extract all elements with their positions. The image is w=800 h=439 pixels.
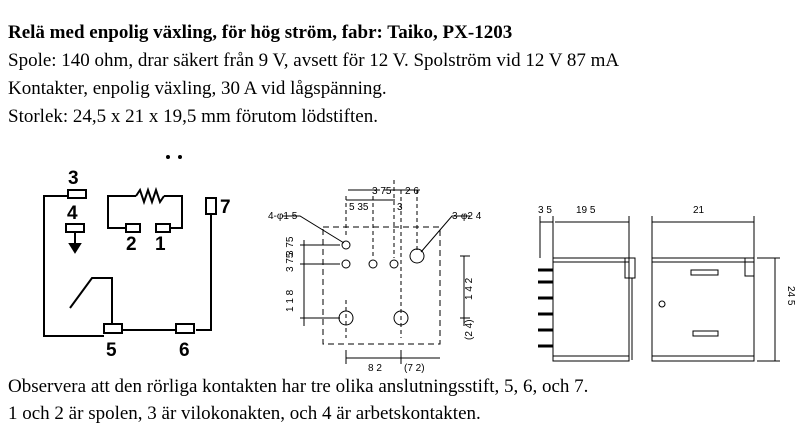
pin-6-label: 6: [179, 340, 190, 361]
pin-5-label: 5: [106, 340, 117, 361]
dim-label: 8 2: [368, 363, 382, 374]
dim-label: (7 2): [404, 363, 425, 374]
dim-label: 3 5: [538, 205, 552, 216]
dim-label: 1 4 2: [464, 277, 475, 300]
dim-label: 21: [693, 205, 705, 216]
note-pin-roles: 1 och 2 är spolen, 3 är vilokonakten, och 4 är arbetskontakten.: [8, 403, 481, 424]
schematic-pin-labels: [67, 168, 231, 361]
pin-3-label: 3: [68, 168, 79, 189]
dim-label: 4-φ1 5: [268, 211, 298, 222]
dim-label: 3: [397, 202, 403, 213]
dim-label: 1 1 8: [285, 289, 296, 312]
pin-7-label: 7: [220, 197, 231, 218]
bottom-view-drawing: [282, 180, 470, 364]
dim-label: 24 5: [785, 286, 796, 306]
dim-label: 19 5: [576, 205, 596, 216]
page-title: Relä med enpolig växling, för hög ström, fabr: Taiko, PX-1203: [8, 22, 513, 43]
side-views-dimensions: [538, 205, 796, 306]
spec-contacts: Kontakter, enpolig växling, 30 A vid lågspänning.: [8, 78, 387, 99]
pin-1-label: 1: [155, 234, 166, 255]
dim-label: 3 75: [372, 186, 392, 197]
pin-4-label: 4: [67, 203, 78, 224]
bottom-view-dimensions: [268, 186, 482, 374]
spec-size: Storlek: 24,5 x 21 x 19,5 mm förutom lödstiften.: [8, 106, 378, 127]
pin-2-label: 2: [126, 234, 137, 255]
dim-label: 3 75: [285, 236, 296, 256]
dim-label: 3 75: [285, 252, 296, 272]
dim-label: (2 4): [464, 319, 475, 340]
side-views-drawing: [538, 216, 780, 361]
spec-coil: Spole: 140 ohm, drar säkert från 9 V, avsett för 12 V. Spolström vid 12 V 87 mA: [8, 50, 620, 71]
dim-label: 5 35: [349, 202, 369, 213]
dim-label: 2 6: [405, 186, 419, 197]
dim-label: 3-φ2 4: [452, 211, 482, 222]
note-moving-contact: Observera att den rörliga kontakten har tre olika anslutningsstift, 5, 6, och 7.: [8, 376, 589, 397]
